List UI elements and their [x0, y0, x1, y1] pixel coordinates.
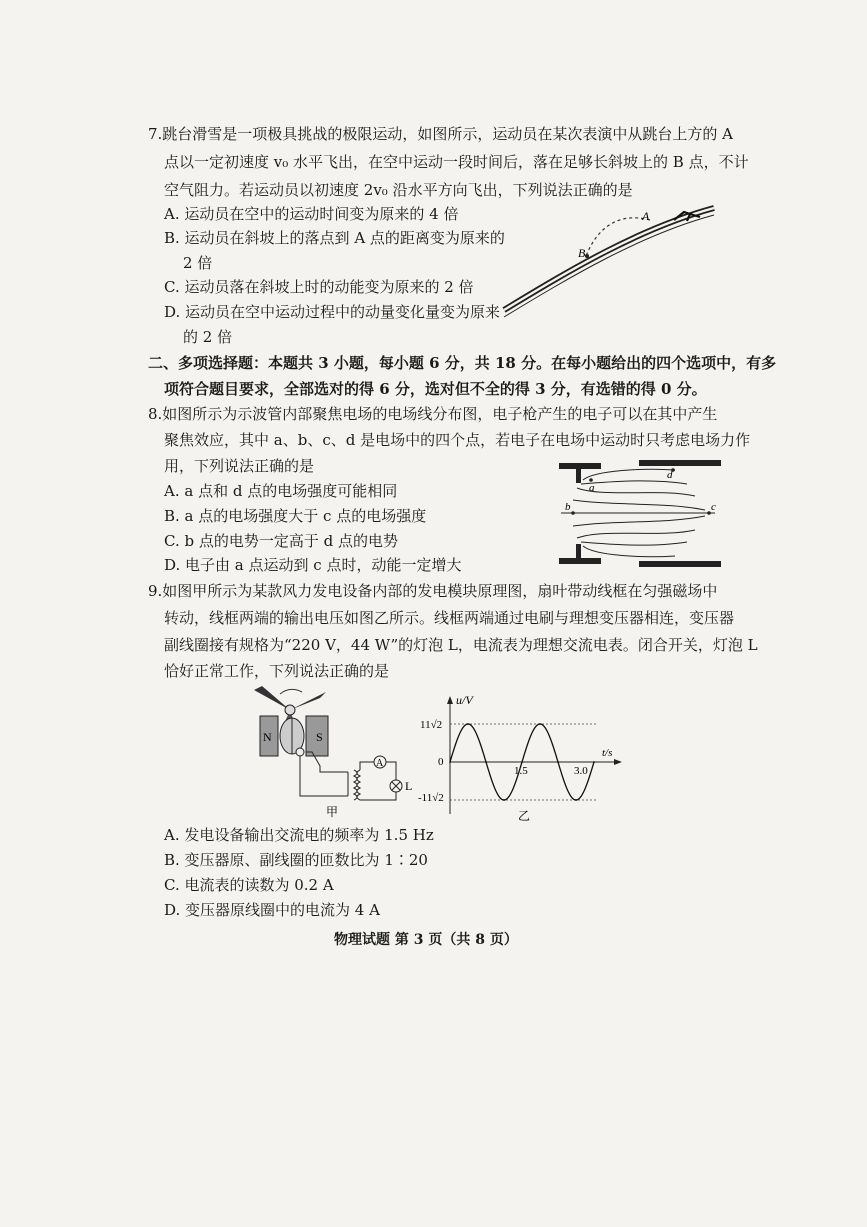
- y-axis-arrow: [447, 696, 453, 704]
- q9-option-a: A. 发电设备输出交流电的频率为 1.5 Hz: [164, 826, 434, 844]
- q8-stem-line-3: 用，下列说法正确的是: [164, 457, 315, 475]
- chart-point-7: [575, 799, 577, 801]
- q7-option-d: D. 运动员在空中运动过程中的动量变化量变为原来: [164, 303, 501, 321]
- tick-label-1: 1.5: [514, 765, 528, 777]
- chart-point-5: [539, 723, 541, 725]
- q9-stem-line-1: 9.如图甲所示为某款风力发电设备内部的发电模块原理图，扇叶带动线框在匀强磁场中: [148, 582, 718, 600]
- q7-stem-line-1: 7.跳台滑雪是一项极具挑战的极限运动，如图所示，运动员在某次表演中从跳台上方的 A: [148, 125, 733, 143]
- q7-label-a: A: [642, 209, 650, 223]
- q7-option-b: B. 运动员在斜坡上的落点到 A 点的距离变为原来的: [164, 229, 505, 247]
- chart-point-6: [557, 761, 559, 763]
- q7-option-a: A. 运动员在空中的运动时间变为原来的 4 倍: [164, 205, 459, 223]
- q9-option-c: C. 电流表的读数为 0.2 A: [164, 876, 334, 894]
- ammeter-label: A: [376, 758, 384, 769]
- q7-option-d-cont: 的 2 倍: [183, 328, 233, 346]
- chart-point-0: [449, 761, 451, 763]
- y-axis-label: u/V: [456, 693, 473, 707]
- q9-option-b: B. 变压器原、副线圈的匝数比为 1∶20: [164, 851, 428, 869]
- q9-voltage-chart: [418, 690, 628, 824]
- pos-peak-label: 11√2: [420, 719, 443, 731]
- section2-line-1: 二、多项选择题：本题共 3 小题，每小题 6 分，共 18 分。在每小题给出的四个选项中，有多: [148, 354, 777, 372]
- chart-point-2: [485, 761, 487, 763]
- origin-label: 0: [438, 756, 444, 768]
- q8-option-a: A. a 点和 d 点的电场强度可能相同: [164, 482, 398, 500]
- q7-ski-jump-figure: [500, 198, 720, 323]
- q8-option-b: B. a 点的电场强度大于 c 点的电场强度: [164, 507, 427, 525]
- q7-stem-line-2: 点以一定初速度 v₀ 水平飞出，在空中运动一段时间后，落在足够长斜坡上的 B 点，不计: [164, 153, 749, 171]
- q8-label-c: c: [711, 501, 716, 513]
- q7-option-b-cont: 2 倍: [183, 254, 213, 272]
- chart-point-1: [467, 723, 469, 725]
- magnet-south-label: S: [316, 730, 323, 744]
- neg-peak-label: -11√2: [418, 792, 444, 804]
- section2-line-2: 项符合题目要求，全部选对的得 6 分，选对但不全的得 3 分，有选错的得 0 分。: [164, 380, 707, 398]
- q8-label-b: b: [565, 501, 571, 513]
- q7-stem-line-3: 空气阻力。若运动员以初速度 2v₀ 沿水平方向飞出，下列说法正确的是: [164, 181, 633, 199]
- tick-label-2: 3.0: [574, 765, 588, 777]
- q9-stem-line-3: 副线圈接有规格为“220 V，44 W”的灯泡 L，电流表为理想交流电表。闭合开关，灯泡 L: [164, 636, 758, 654]
- chart-point-3: [503, 799, 505, 801]
- chart-point-8: [593, 761, 595, 763]
- fig-jia-caption: 甲: [326, 805, 339, 818]
- q8-electric-field-figure: [555, 458, 725, 573]
- q9-option-d: D. 变压器原线圈中的电流为 4 A: [164, 901, 380, 919]
- q7-label-b: B: [578, 246, 586, 260]
- chart-axes: [450, 700, 618, 814]
- page-footer: 物理试题 第 3 页（共 8 页）: [334, 932, 518, 948]
- q9-generator-figure: [250, 686, 420, 818]
- q8-label-d: d: [667, 469, 673, 481]
- q8-option-d: D. 电子由 a 点运动到 c 点时，动能一定增大: [164, 556, 462, 574]
- magnet-north-label: N: [263, 730, 272, 744]
- q8-option-c: C. b 点的电势一定高于 d 点的电势: [164, 532, 398, 550]
- lamp-label: L: [405, 779, 413, 793]
- q8-stem-line-1: 8.如图所示为示波管内部聚焦电场的电场线分布图，电子枪产生的电子可以在其中产生: [148, 405, 718, 423]
- x-axis-arrow: [614, 759, 622, 765]
- q8-label-a: a: [589, 482, 595, 494]
- q9-stem-line-2: 转动，线框两端的输出电压如图乙所示。线框两端通过电刷与理想变压器相连，变压器: [164, 609, 735, 627]
- fig-yi-caption: 乙: [518, 809, 531, 823]
- chart-point-4: [521, 761, 523, 763]
- x-axis-label: t/s: [602, 747, 613, 759]
- q9-stem-line-4: 恰好正常工作，下列说法正确的是: [164, 662, 390, 680]
- q7-option-c: C. 运动员落在斜坡上时的动能变为原来的 2 倍: [164, 278, 474, 296]
- q8-stem-line-2: 聚焦效应，其中 a、b、c、d 是电场中的四个点，若电子在电场中运动时只考虑电场力作: [164, 431, 751, 449]
